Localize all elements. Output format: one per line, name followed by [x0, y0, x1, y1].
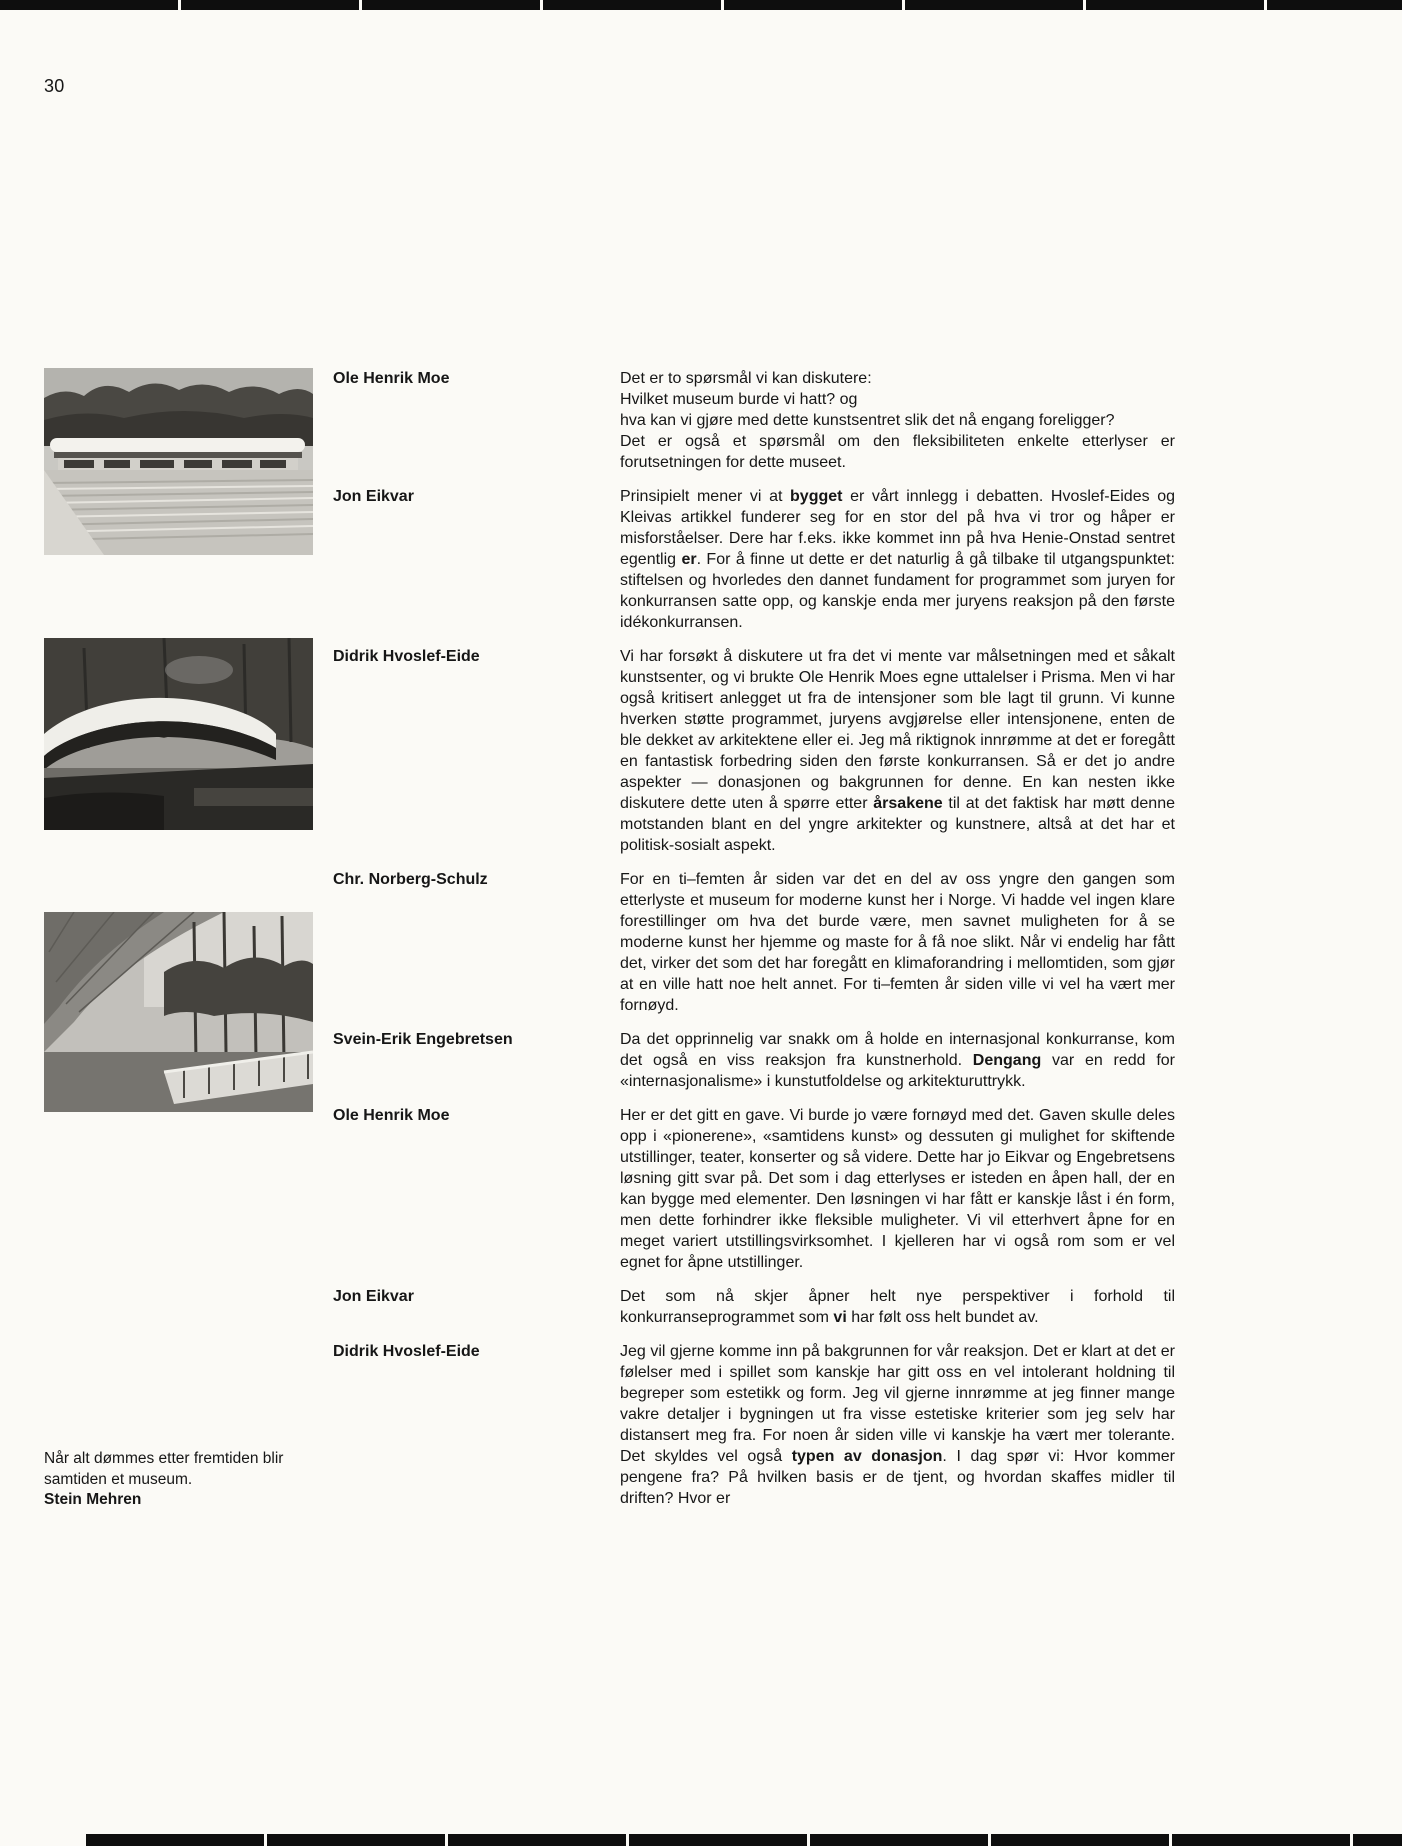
- speech-text: Det som nå skjer åpner helt nye perspektiver i forhold til konkurranseprogrammet som vi har følt oss helt bundet av.: [620, 1288, 1175, 1326]
- photo-henie-onstad-2: [44, 638, 313, 830]
- speech-text: Jeg vil gjerne komme inn på bakgrunnen for vår reaksjon. Det er klart at det er følelser med i spillet som kanskje har gitt oss en vel intolerant holdning til begreper som estetikk og form. Jeg vil gjerne innrømme at jeg finner mange vakre detaljer i bygningen ut fra visse estetiske kriterier som jeg selv har distansert meg fra. For noen år siden ville vi kanskje ha vært mer tolerante. Det skyldes vel også typen av donasjon. I dag spør vi: Hvor kommer pengene fra? På hvilken basis er de tjent, og hvordan skaffes midler til driften? Hvor er: [620, 1343, 1176, 1507]
- caption-text: Når alt dømmes etter fremtiden blir samtiden et museum.: [44, 1450, 284, 1488]
- photo-henie-onstad-1: [44, 368, 313, 555]
- bottom-rule: [86, 1834, 1402, 1846]
- dialogue-entry: [333, 646, 1175, 856]
- speech-text: Prinsipielt mener vi at bygget er vårt innlegg i debatten. Hvoslef-Eides og Kleivas artikkel funderer seg for en stor del på hva vi tror og håper er misforståelser. Dere har f.eks. ikke kommet inn på hva Henie-Onstad sentret egentlig er. For å finne ut dette er det naturlig å gå tilbake til utgangspunktet: stiftelsen og hvorledes den dannet fundament for programmet som juryen for konkurransen satte opp, og kanskje enda mer juryens reaksjon på den første idékonkurransen.: [620, 488, 1175, 631]
- building-curved-roof-illustration: [44, 638, 313, 830]
- speaker-name: Svein-Erik Engebretsen: [333, 1031, 513, 1048]
- caption-author: Stein Mehren: [44, 1491, 142, 1508]
- dialogue-entry: [333, 1286, 1175, 1328]
- top-rule: [0, 0, 1402, 10]
- speaker-name: Ole Henrik Moe: [333, 370, 450, 387]
- speaker-name: Ole Henrik Moe: [333, 1107, 450, 1124]
- dialogue: [333, 368, 1175, 1522]
- photo-henie-onstad-3: [44, 912, 313, 1112]
- dialogue-entry: [333, 368, 1175, 473]
- speech-text: Da det opprinnelig var snakk om å holde en internasjonal konkurranse, kom det også en viss reaksjon fra kunstnerhold. Dengang var en redd for «internasjonalisme» i kunstutfoldelse og arkitekturuttrykk.: [620, 1031, 1175, 1090]
- dialogue-entry: [333, 1341, 1175, 1509]
- dialogue-entry: [333, 869, 1175, 1016]
- speaker-name: Didrik Hvoslef-Eide: [333, 648, 480, 665]
- speaker-name: Didrik Hvoslef-Eide: [333, 1343, 480, 1360]
- speech-text: For en ti–femten år siden var det en del av oss yngre den gangen som etterlyste et museum for moderne kunst her i Norge. Vi hadde vel ingen klare forestillinger om hva det burde være, men savnet muligheten for å se moderne kunst her hjemme og maste for å få noe slikt. Når vi endelig har fått det, virker det som det har foregått en klimaforandring i mellomtiden, som gjør at en ville hatt noe helt annet. For ti–femten år siden ville vi vel ha vært mer fornøyd.: [620, 871, 1175, 1014]
- page-number: 30: [44, 76, 65, 96]
- dialogue-entry: [333, 486, 1175, 633]
- speech-text: Vi har forsøkt å diskutere ut fra det vi mente var målsetningen med et såkalt kunstsenter, og vi brukte Ole Henrik Moes egne uttalelser i Prisma. Men vi har også kritisert anlegget ut fra de intensjoner som ble lagt til grunn. Vi kunne hverken støtte programmet, juryens avgjørelse eller intensjonene, enten de ble dekket av arkitektene eller ei. Jeg må riktignok innrømme at det er foregått en fantastisk forbedring siden den første konkurransen. Så er det jo andre aspekter — donasjonen og bakgrunnen for denne. En kan nesten ikke diskutere dette uten å spørre etter årsakene til at det faktisk har møtt denne motstanden blant en del yngre arkitekter og kunstnere, altså at det har et politisk-sosialt aspekt.: [620, 648, 1175, 854]
- speaker-name: Jon Eikvar: [333, 1288, 414, 1305]
- photo-caption: [44, 1449, 324, 1511]
- dialogue-entry: [333, 1029, 1175, 1092]
- speech-text: Det er to spørsmål vi kan diskutere: Hvilket museum burde vi hatt? og hva kan vi gjøre med dette kunstsentret slik det nå engang foreligger? Det er også et spørsmål om den fleksibiliteten enkelte etterlyser er forutsetningen for dette museet.: [620, 370, 1175, 471]
- building-exterior-terraces-illustration: [44, 368, 313, 555]
- speech-text: Her er det gitt en gave. Vi burde jo være fornøyd med det. Gaven skulle deles opp i «pionerene», «samtidens kunst» og dessuten gi mulighet for skiftende utstillinger, teater, konserter og så videre. Dette har jo Eikvar og Engebretsens løsning gitt svar på. Det som i dag etterlyses er isteden en åpen hall, der en kan bygge med elementer. Den løsningen vi har fått er kanskje låst i én form, men dette forhindrer ikke fleksible muligheter. Vi vil etterhvert åpne for en meget variert utstillingsvirksomhet. I kjelleren har vi også rom som er vel egnet for åpne utstillinger.: [620, 1107, 1175, 1271]
- dialogue-entry: [333, 1105, 1175, 1273]
- speaker-name: Chr. Norberg-Schulz: [333, 871, 488, 888]
- speaker-name: Jon Eikvar: [333, 488, 414, 505]
- building-roof-trees-walkway-illustration: [44, 912, 313, 1112]
